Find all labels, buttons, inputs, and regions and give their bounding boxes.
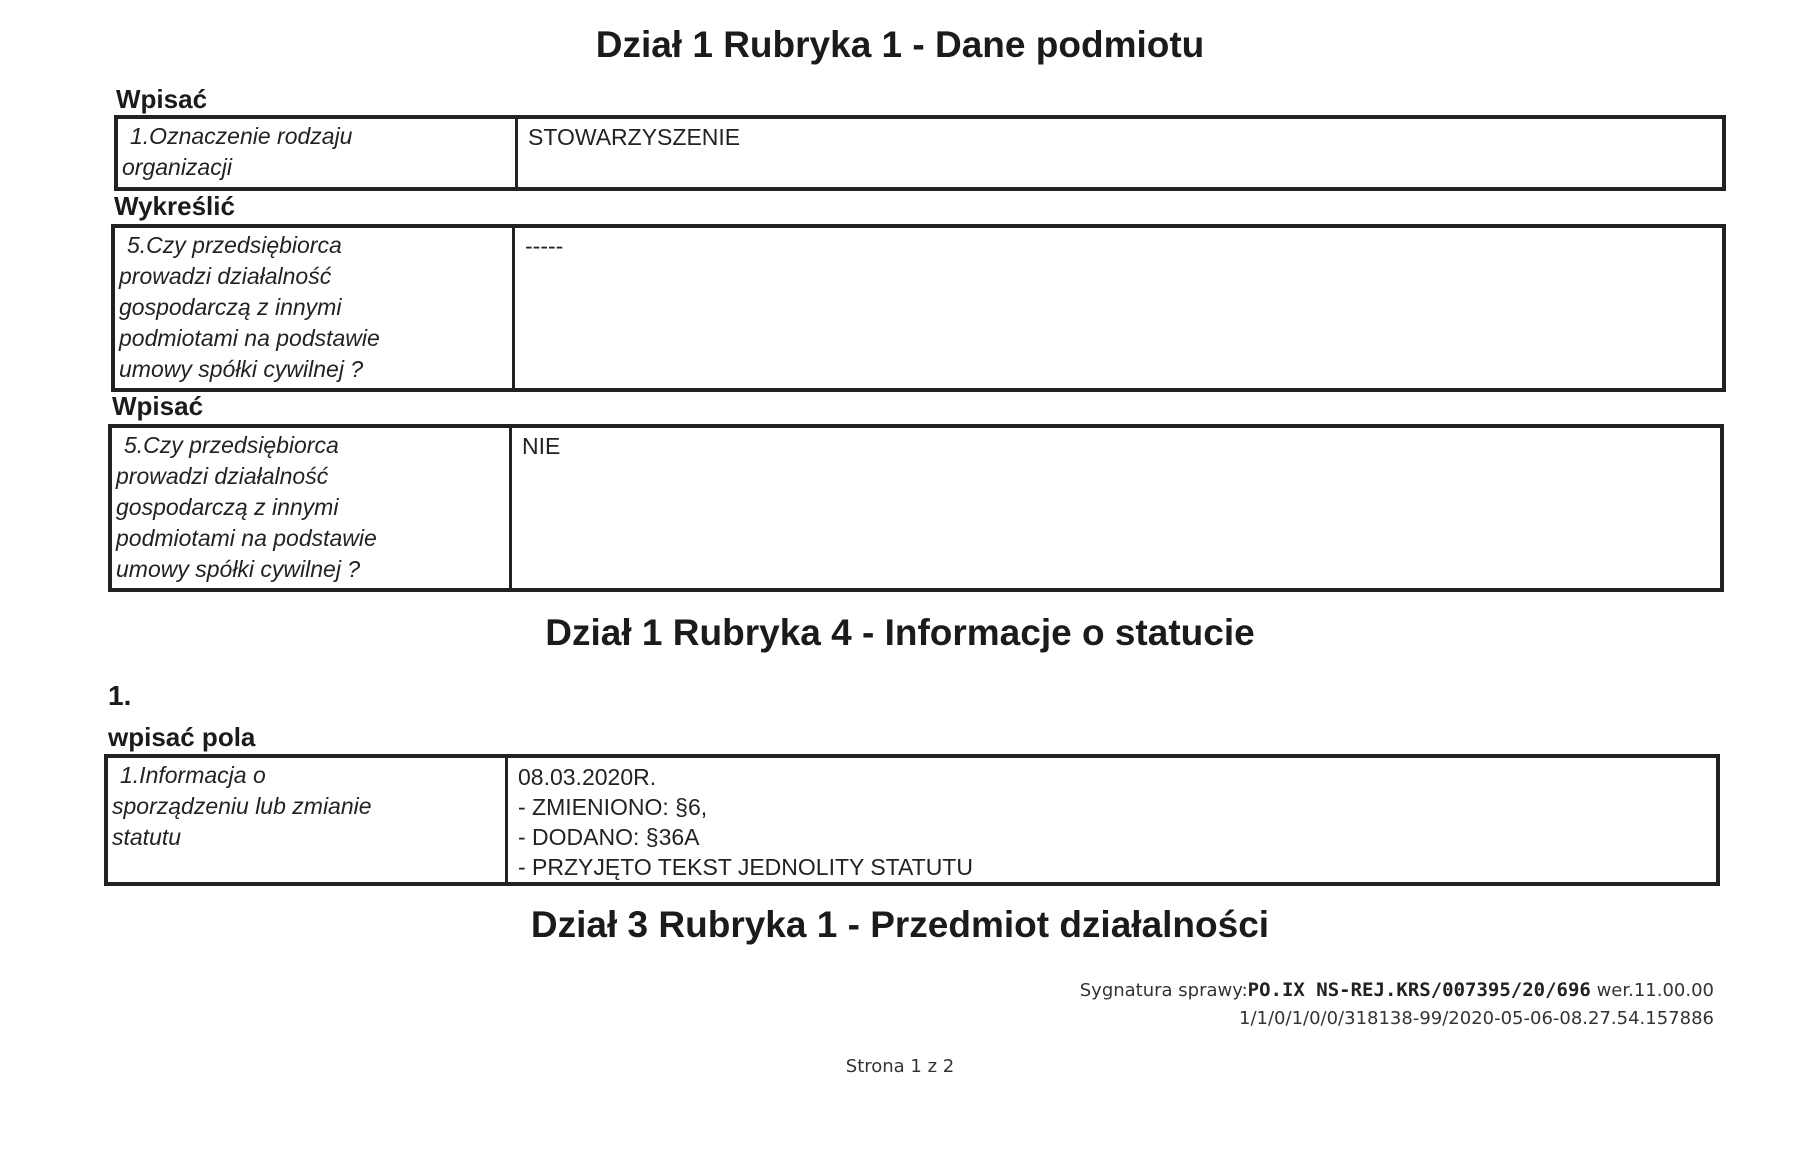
field-label-line: prowadzi działalność bbox=[119, 263, 332, 289]
version: wer.11.00.00 bbox=[1596, 980, 1714, 1001]
section-title-przedmiot-dzialalnosci: Dział 3 Rubryka 1 - Przedmiot działalności bbox=[530, 904, 1270, 945]
field-label-line: podmiotami na podstawie bbox=[116, 525, 377, 551]
page-number: Strona 1 z 2 bbox=[845, 1056, 955, 1077]
action-label-wykreslic: Wykreślić bbox=[114, 191, 235, 221]
field-label-cell bbox=[118, 119, 518, 187]
field-value-line: - ZMIENIONO: §6, bbox=[518, 794, 708, 820]
field-value-cell bbox=[512, 428, 1720, 588]
field-label-cell bbox=[115, 228, 515, 388]
field-label-line: umowy spółki cywilnej ? bbox=[116, 556, 361, 582]
field-label-line: 1.Oznaczenie rodzaju bbox=[130, 123, 353, 149]
action-label-wpisac-2: Wpisać bbox=[112, 391, 204, 421]
field-label-cell bbox=[108, 758, 508, 882]
field-value-line: STOWARZYSZENIE bbox=[528, 124, 741, 150]
case-label: Sygnatura sprawy: bbox=[1079, 980, 1248, 1001]
action-label-wpisac-pola: wpisać pola bbox=[108, 722, 256, 752]
action-label-wpisac-1: Wpisać bbox=[116, 84, 208, 114]
entry-dzialalnosc-wykreslic bbox=[111, 224, 1726, 392]
case-signature bbox=[1080, 976, 1714, 1033]
section-title-informacje-o-statucie: Dział 1 Rubryka 4 - Informacje o statucie bbox=[545, 612, 1255, 653]
case-signature-line bbox=[1080, 976, 1714, 1005]
case-number: PO.IX NS-REJ.KRS/007395/20/696 bbox=[1247, 979, 1591, 1001]
field-label-line: umowy spółki cywilnej ? bbox=[119, 356, 364, 382]
field-value-line: ----- bbox=[525, 233, 564, 259]
field-label-line: gospodarczą z innymi bbox=[116, 494, 339, 520]
field-label-cell bbox=[112, 428, 512, 588]
field-value-cell bbox=[515, 228, 1722, 388]
field-value-cell bbox=[508, 758, 1716, 882]
field-label-line: statutu bbox=[112, 824, 182, 850]
section-title-dane-podmiotu: Dział 1 Rubryka 1 - Dane podmiotu bbox=[595, 24, 1205, 65]
entry-dzialalnosc-wpisac bbox=[108, 424, 1724, 592]
field-label-line: 1.Informacja o bbox=[120, 762, 266, 788]
field-label-line: prowadzi działalność bbox=[116, 463, 329, 489]
item-number: 1. bbox=[108, 680, 132, 711]
document-id: 1/1/0/1/0/0/318138-99/2020-05-06-08.27.54.157886 bbox=[1239, 1008, 1714, 1029]
field-value-line: - PRZYJĘTO TEKST JEDNOLITY STATUTU bbox=[518, 854, 973, 880]
field-value-line: NIE bbox=[522, 433, 561, 459]
field-value-line: - DODANO: §36A bbox=[518, 824, 700, 850]
field-label-line: organizacji bbox=[122, 154, 232, 180]
field-label-line: gospodarczą z innymi bbox=[119, 294, 342, 320]
entry-oznaczenie-rodzaju bbox=[114, 115, 1726, 191]
field-label-line: 5.Czy przedsiębiorca bbox=[124, 432, 339, 458]
field-value-line: 08.03.2020R. bbox=[518, 764, 657, 790]
field-label-line: podmiotami na podstawie bbox=[119, 325, 380, 351]
field-label-line: 5.Czy przedsiębiorca bbox=[127, 232, 342, 258]
entry-informacja-o-statucie bbox=[104, 754, 1720, 886]
field-value-cell bbox=[518, 119, 1722, 187]
field-label-line: sporządzeniu lub zmianie bbox=[112, 793, 372, 819]
